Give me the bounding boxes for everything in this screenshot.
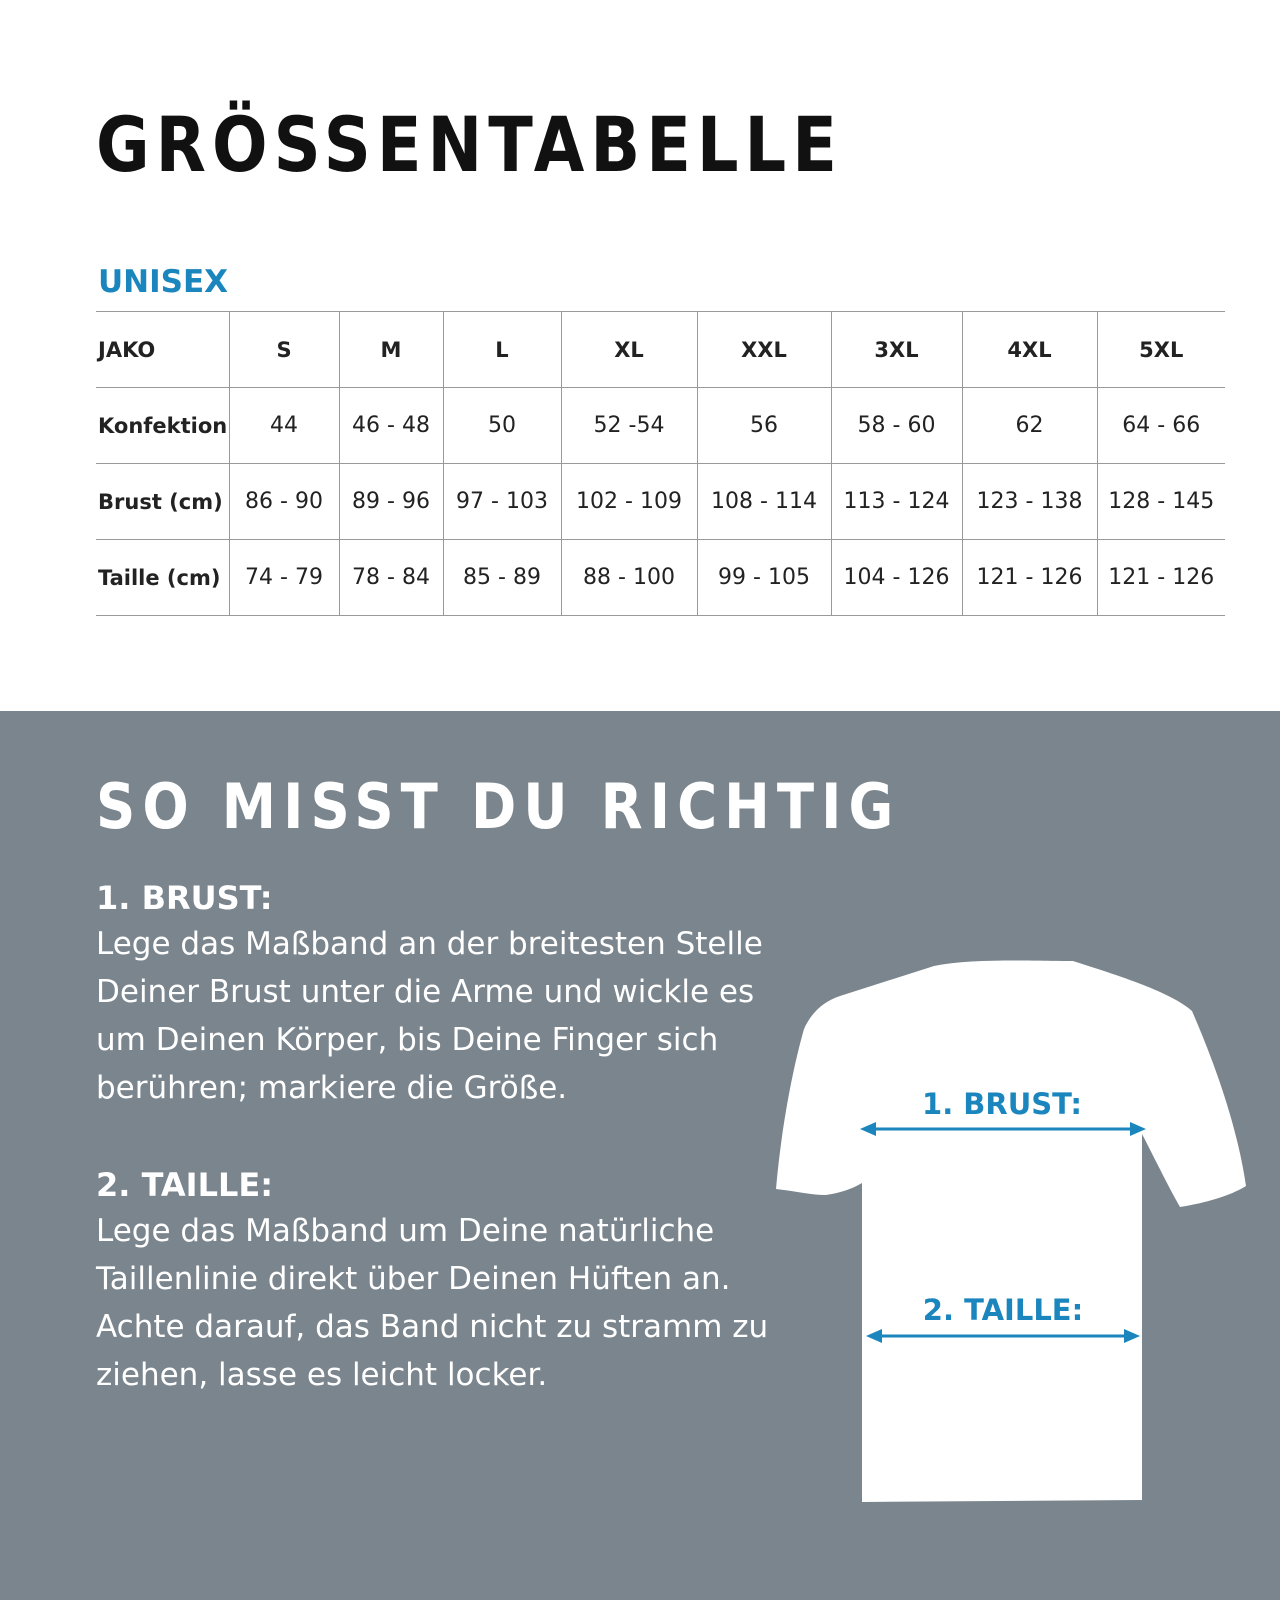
- table-cell: 128 - 145: [1097, 464, 1225, 540]
- row-label-brust: Brust (cm): [96, 464, 229, 540]
- table-cell: 62: [962, 388, 1097, 464]
- table-header-cell-brand: JAKO: [96, 312, 229, 388]
- table-cell: 46 - 48: [339, 388, 443, 464]
- table-cell: 52 -54: [561, 388, 697, 464]
- taille-text: Lege das Maßband um Deine natürliche Taillenlinie direkt über Deinen Hüften an. Achte darauf, das Band nicht zu stramm zu ziehen, lasse es leicht locker.: [96, 1213, 769, 1393]
- size-table: [96, 311, 1225, 616]
- table-cell: 74 - 79: [229, 540, 339, 616]
- table-cell: 86 - 90: [229, 464, 339, 540]
- table-cell: 88 - 100: [561, 540, 697, 616]
- table-cell: 50: [443, 388, 561, 464]
- table-cell: 102 - 109: [561, 464, 697, 540]
- table-cell: 78 - 84: [339, 540, 443, 616]
- table-header-cell-xxl: XXL: [697, 312, 831, 388]
- table-cell: 121 - 126: [962, 540, 1097, 616]
- table-cell: 64 - 66: [1097, 388, 1225, 464]
- brust-heading: 1. BRUST:: [96, 879, 273, 917]
- table-header-cell-xl: XL: [561, 312, 697, 388]
- t-shirt-diagram: [0, 711, 1280, 1600]
- table-header-cell-3xl: 3XL: [831, 312, 962, 388]
- size-chart-section: [0, 0, 1280, 711]
- table-row-brust: [96, 464, 1225, 540]
- diagram-label-taille: 2. TAILLE:: [922, 1293, 1084, 1327]
- table-header-row: [96, 312, 1225, 388]
- page-title: GRÖSSENTABELLE: [96, 100, 843, 189]
- table-cell: 89 - 96: [339, 464, 443, 540]
- table-cell: 108 - 114: [697, 464, 831, 540]
- unisex-subtitle: UNISEX: [98, 264, 229, 300]
- table-cell: 123 - 138: [962, 464, 1097, 540]
- table-header-cell-4xl: 4XL: [962, 312, 1097, 388]
- table-header-cell-s: S: [229, 312, 339, 388]
- table-cell: 44: [229, 388, 339, 464]
- table-cell: 104 - 126: [831, 540, 962, 616]
- table-cell: 113 - 124: [831, 464, 962, 540]
- table-cell: 97 - 103: [443, 464, 561, 540]
- row-label-taille: Taille (cm): [96, 540, 229, 616]
- table-cell: 56: [697, 388, 831, 464]
- table-header-cell-m: M: [339, 312, 443, 388]
- table-row-konfektion: [96, 388, 1225, 464]
- measuring-guide-section: [0, 711, 1280, 1600]
- diagram-label-brust: 1. BRUST:: [922, 1087, 1082, 1121]
- table-cell: 58 - 60: [831, 388, 962, 464]
- table-header-cell-5xl: 5XL: [1097, 312, 1225, 388]
- taille-heading: 2. TAILLE:: [96, 1166, 274, 1204]
- table-cell: 99 - 105: [697, 540, 831, 616]
- measuring-guide-title: SO MISST DU RICHTIG: [96, 770, 901, 843]
- t-shirt-icon: [776, 960, 1246, 1502]
- table-cell: 85 - 89: [443, 540, 561, 616]
- table-row-taille: [96, 540, 1225, 616]
- table-header-cell-l: L: [443, 312, 561, 388]
- row-label-konfektion: Konfektion: [96, 388, 229, 464]
- table-cell: 121 - 126: [1097, 540, 1225, 616]
- brust-text: Lege das Maßband an der breitesten Stelle Deiner Brust unter die Arme und wickle es um Deinen Körper, bis Deine Finger sich berühren; markiere die Größe.: [96, 926, 763, 1106]
